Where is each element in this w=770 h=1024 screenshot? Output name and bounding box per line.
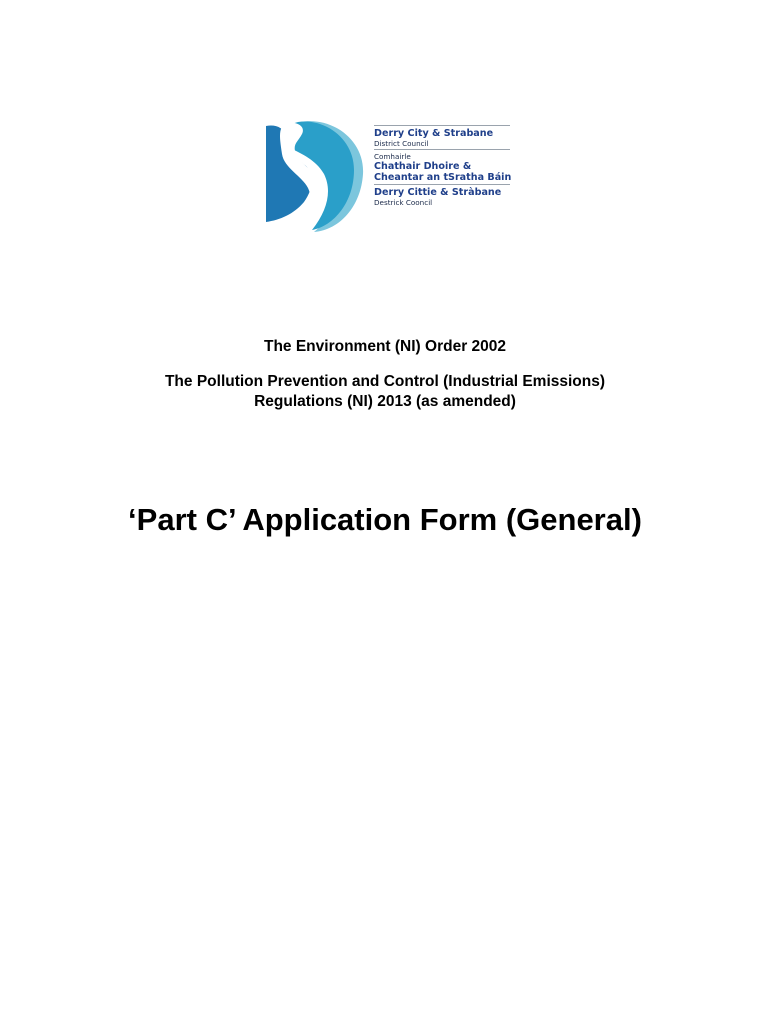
council-subtitle-irish: Comhairle	[374, 152, 411, 161]
council-name-ulster-scots: Derry Cittie & Stràbane	[374, 187, 502, 198]
logo-divider	[374, 149, 510, 150]
council-subtitle-english: District Council	[374, 139, 429, 148]
legislation-order-heading: The Environment (NI) Order 2002	[263, 338, 507, 355]
council-subtitle-ulster-scots: Destrick Cooncil	[374, 198, 433, 207]
regulations-heading	[0, 372, 770, 412]
logo-divider	[374, 184, 510, 185]
council-name-irish-line2: Cheantar an tSratha Báin	[374, 172, 512, 183]
regulations-heading-line1: The Pollution Prevention and Control (Industrial Emissions)	[164, 373, 606, 390]
council-name-irish-line1: Chathair Dhoire &	[374, 161, 472, 172]
council-logo	[262, 118, 512, 236]
regulations-heading-line2: Regulations (NI) 2013 (as amended)	[254, 393, 516, 410]
form-title: ‘Part C’ Application Form (General)	[128, 502, 642, 537]
council-s-logo-icon	[262, 118, 367, 234]
logo-divider	[374, 125, 510, 126]
council-name-block	[374, 124, 510, 207]
council-name-english: Derry City & Strabane	[374, 128, 494, 139]
